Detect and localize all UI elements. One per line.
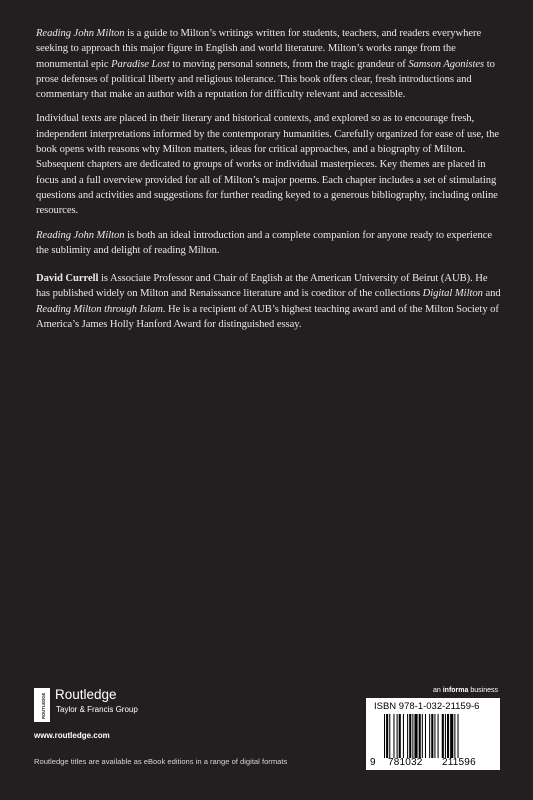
svg-text:ROUTLEDGE: ROUTLEDGE (41, 692, 46, 719)
isbn-text: ISBN 978-1-032-21159-6 (374, 701, 480, 712)
back-cover-blurb (36, 26, 502, 341)
publisher-tagline: Taylor & Francis Group (56, 705, 138, 714)
routledge-logo (34, 686, 214, 722)
book-title: Reading John Milton (36, 229, 125, 241)
informa-business-label: an informa business (433, 687, 498, 694)
author-name: David Currell (36, 273, 99, 285)
work-title: Samson Agonistes (408, 58, 485, 70)
blurb-paragraph-structure: Individual texts are placed in their literary and historical contexts, and explored so as to encourage fresh, independent interpretations informed by the contemporary humanities. Carefully organized for ease of use, the book opens with reasons why Milton matters, ideas for critical approaches, and a biography of Milton. Subsequent chapters are dedicated to groups of works or individual masterpieces. Key themes are placed in focus and a full overview provided for all of Milton’s major poems. Each chapter includes a set of stimulating questions and activities and suggestions for further reading keyed to a generous bibliography, including online resources. (36, 113, 499, 217)
blurb-paragraph-intro: Reading John Milton is a guide to Milton’s writings written for students, teachers, and readers everywhere seeking to approach this major figure in English and world literature. Milton’s works range from the monumental epic Paradise Lost to moving personal sonnets, from the tragic grandeur of Samson Agonistes to prose defenses of political liberty and religious tolerance. This book offers clear, fresh introductions and commentary that make an author with a reputation for difficulty relevant and accessible. (36, 28, 495, 101)
book-title: Reading John Milton (36, 28, 125, 39)
work-title: Digital Milton (422, 288, 483, 300)
blurb-paragraph-summary: Reading John Milton is both an ideal introduction and a complete companion for anyone ready to experience the sublimity and delight of reading Milton. (36, 229, 493, 256)
isbn-barcode: ISBN 978-1-032-21159-6 9 781032 211596 (366, 698, 500, 770)
routledge-logo-icon (34, 688, 50, 722)
work-title: Paradise Lost (111, 58, 170, 70)
barcode-icon (384, 714, 484, 758)
ebook-note: Routledge titles are available as eBook editions in a range of digital formats (34, 757, 288, 766)
publisher-name: Routledge (55, 687, 117, 702)
work-title: Reading Milton through Islam (36, 303, 163, 315)
publisher-url[interactable]: www.routledge.com (34, 731, 110, 740)
author-bio: David Currell is Associate Professor and Chair of English at the American University of Beirut (AUB). He has published widely on Milton and Renaissance literature and is coeditor of the collections Digital Milton and Reading Milton through Islam. He is a recipient of AUB’s highest teaching award and of the Milton Society of America’s James Holly Hanford Award for distinguished essay. (36, 273, 501, 331)
